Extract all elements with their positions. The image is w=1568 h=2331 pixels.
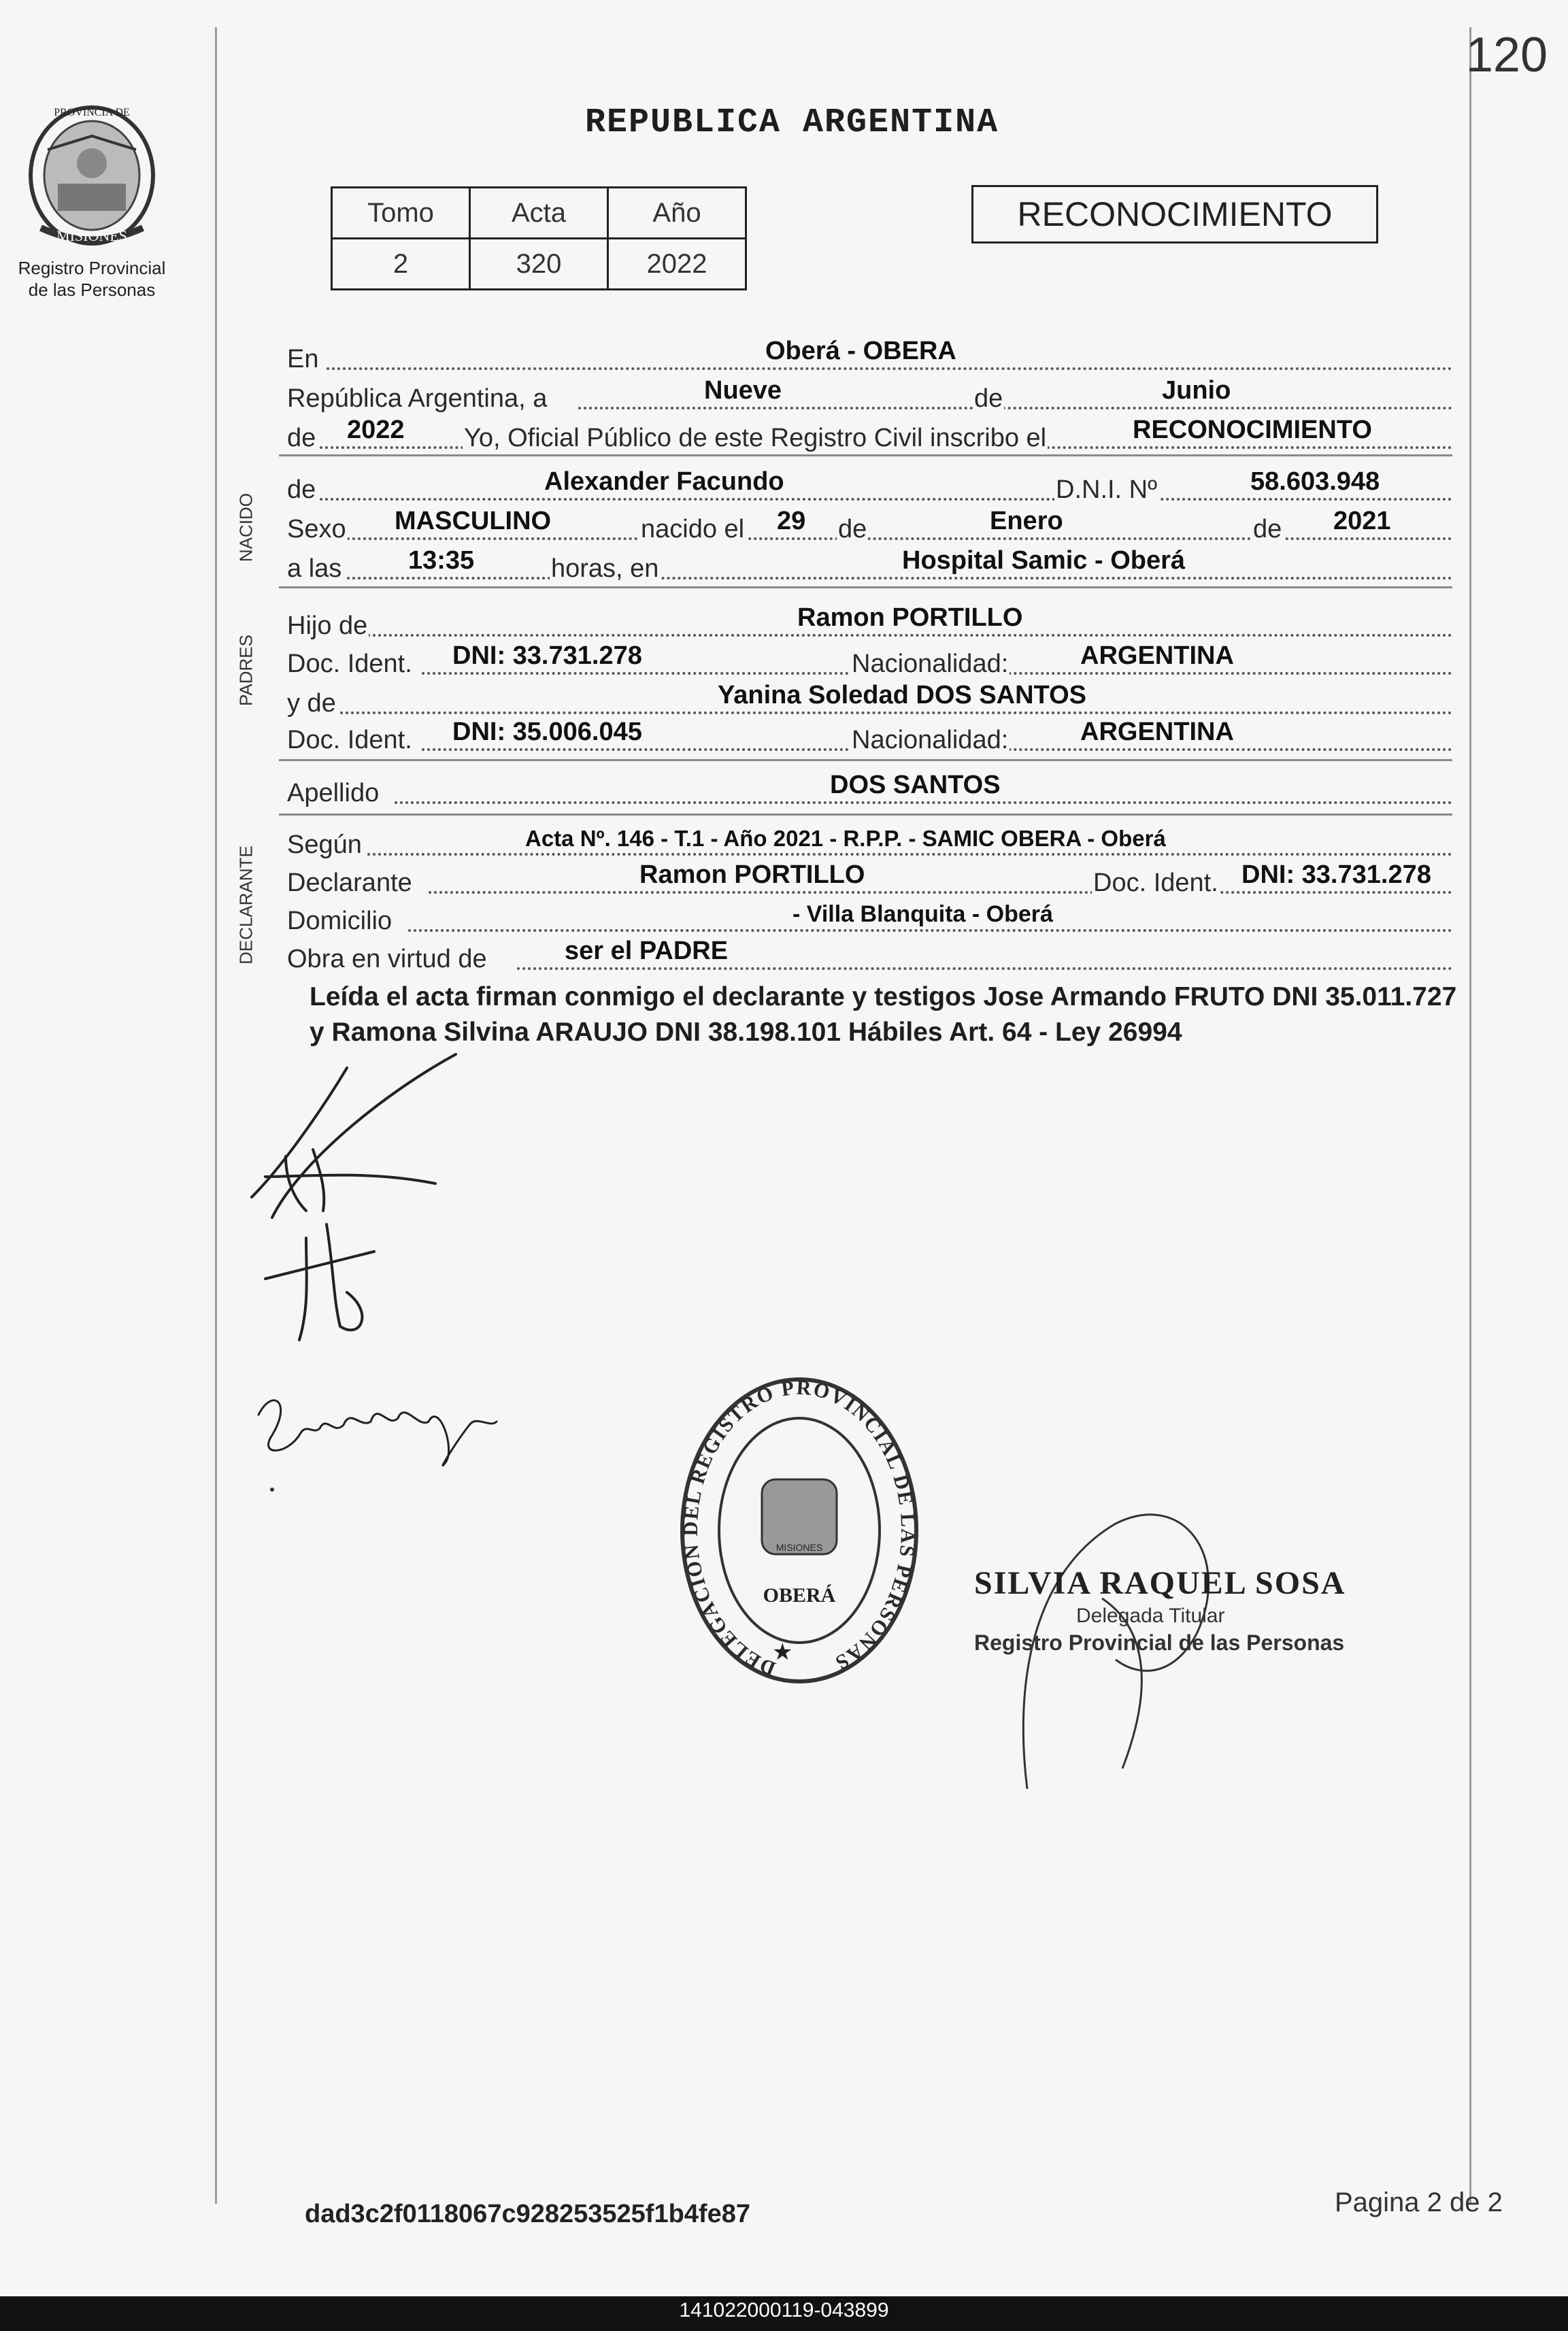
label-y-de: y de	[287, 689, 336, 718]
dotted-line	[320, 498, 1452, 501]
label-horas-en: horas, en	[551, 554, 659, 583]
official-role: Delegada Titular	[1076, 1605, 1225, 1627]
registry-table	[331, 186, 747, 290]
section-separator	[279, 759, 1452, 761]
section-separator	[279, 814, 1452, 816]
label-doc-ident: Doc. Ident.	[287, 650, 412, 678]
value-doc-madre: DNI: 35.006.045	[452, 718, 642, 746]
value-dni: 58.603.948	[1250, 467, 1380, 496]
logo-caption	[0, 257, 184, 301]
row-declarante	[286, 858, 1452, 898]
value-lugar-nacimiento: Hospital Samic - Oberá	[902, 546, 1186, 575]
logo-caption-line2: de las Personas	[28, 280, 156, 300]
value-domicilio: - Villa Blanquita - Oberá	[793, 901, 1053, 927]
side-label-padres: PADRES	[235, 635, 256, 706]
label-de: de	[974, 384, 1003, 413]
value-declarante: Ramon PORTILLO	[639, 860, 865, 889]
closing-statement: Leída el acta firman conmigo el declarante y testigos Jose Armando FRUTO DNI 35.011.727 y Ramona Silvina ARAUJO DNI 38.198.101 Hábiles Art. 64 - Ley 26994	[310, 982, 1457, 1047]
witness-signature-1	[258, 1211, 395, 1347]
value-nacionalidad-padre: ARGENTINA	[1080, 641, 1234, 670]
header-anio: Año	[608, 188, 746, 239]
page-number: 120	[1465, 28, 1548, 82]
label-sexo: Sexo	[287, 515, 346, 543]
dotted-line	[347, 577, 1452, 580]
label-declarante: Declarante	[287, 869, 412, 897]
label-republica: República Argentina, a	[287, 384, 548, 413]
label-doc-ident: Doc. Ident.	[287, 726, 412, 754]
value-padre: Ramon PORTILLO	[797, 603, 1023, 632]
label-a-las: a las	[287, 554, 342, 583]
row-nombre	[286, 465, 1452, 505]
section-separator	[279, 454, 1452, 456]
value-doc-padre: DNI: 33.731.278	[452, 641, 642, 670]
value-anio-inscripcion: 2022	[347, 416, 405, 444]
row-hora	[286, 544, 1452, 584]
value-tipo-acta: RECONOCIMIENTO	[1133, 416, 1372, 444]
row-sexo	[286, 505, 1452, 544]
stamp-center-seal-text: MISIONES	[775, 1542, 823, 1553]
label-hijo-de: Hijo de	[287, 611, 368, 640]
label-dni: D.N.I. Nº	[1056, 475, 1157, 504]
value-nac-mes: Enero	[990, 507, 1063, 535]
header-acta: Acta	[470, 188, 608, 239]
value-mes: Junio	[1162, 376, 1231, 405]
dotted-line	[395, 801, 1452, 804]
side-label-nacido: NACIDO	[235, 492, 256, 563]
value-sexo: MASCULINO	[395, 507, 552, 535]
value-lugar-registro: Oberá - OBERA	[765, 337, 956, 365]
value-dia: Nueve	[704, 376, 782, 405]
page-counter: Pagina 2 de 2	[1335, 2187, 1503, 2217]
row-apellido	[286, 769, 1452, 808]
document-title: REPUBLICA ARGENTINA	[585, 103, 999, 142]
dotted-line	[327, 367, 1452, 370]
dotted-line	[367, 634, 1452, 637]
dotted-line	[347, 537, 1452, 540]
label-de: de	[287, 424, 316, 452]
row-segun	[286, 820, 1452, 860]
value-madre: Yanina Soledad DOS SANTOS	[718, 681, 1086, 709]
dotted-line	[429, 891, 1452, 894]
official-office: Registro Provincial de las Personas	[974, 1630, 1345, 1655]
row-padre	[286, 601, 1452, 641]
value-apellido: DOS SANTOS	[830, 771, 1001, 799]
value-acta: 320	[470, 239, 608, 290]
official-name: SILVIA RAQUEL SOSA	[974, 1565, 1346, 1601]
label-en: En	[287, 345, 319, 373]
seal-text-bottom: MISIONES	[56, 227, 127, 244]
value-obra: ser el PADRE	[565, 937, 729, 965]
label-apellido: Apellido	[287, 779, 380, 807]
left-margin-line	[215, 27, 217, 2204]
label-de: de	[838, 515, 867, 543]
dotted-line	[367, 853, 1452, 856]
value-hora: 13:35	[408, 546, 475, 575]
star-icon: ★	[772, 1639, 793, 1665]
registry-stamp	[673, 1371, 925, 1690]
label-segun: Según	[287, 831, 362, 859]
dotted-line	[517, 967, 1452, 970]
row-madre	[286, 679, 1452, 718]
barcode-number: 141022000119-043899	[679, 2299, 889, 2321]
label-nacido-el: nacido el	[641, 515, 745, 543]
witness-signature-2	[252, 1360, 537, 1496]
row-en	[286, 335, 1452, 374]
row-doc-madre	[286, 716, 1452, 755]
document-hash: dad3c2f0118067c928253525f1b4fe87	[305, 2200, 750, 2228]
label-de: de	[287, 475, 316, 504]
row-fecha	[286, 374, 1452, 414]
value-nombre: Alexander Facundo	[544, 467, 784, 496]
header-tomo: Tomo	[332, 188, 470, 239]
official-block	[974, 1564, 1346, 1656]
dotted-line	[578, 407, 1452, 409]
stamp-center-text: OBERÁ	[763, 1584, 836, 1607]
side-label-declarante: DECLARANTE	[235, 845, 256, 965]
value-segun: Acta Nº. 146 - T.1 - Año 2021 - R.P.P. - SAMIC OBERA - Oberá	[525, 826, 1166, 851]
label-domicilio: Domicilio	[287, 907, 393, 935]
logo-caption-line1: Registro Provincial	[18, 258, 166, 278]
act-type-box: RECONOCIMIENTO	[971, 185, 1378, 244]
section-separator	[279, 586, 1452, 588]
row-inscripcion	[286, 414, 1452, 453]
row-doc-padre	[286, 639, 1452, 679]
label-obra-en-virtud: Obra en virtud de	[287, 945, 487, 973]
label-nacionalidad: Nacionalidad:	[852, 726, 1009, 754]
dotted-line	[340, 711, 1452, 714]
value-tomo: 2	[332, 239, 470, 290]
row-obra	[286, 935, 1452, 974]
value-nac-dia: 29	[777, 507, 806, 535]
label-nacionalidad: Nacionalidad:	[852, 650, 1009, 678]
row-domicilio	[286, 896, 1452, 936]
provincial-seal-logo	[20, 95, 163, 252]
value-nac-anio: 2021	[1333, 507, 1391, 535]
label-doc-ident: Doc. Ident.	[1093, 869, 1218, 897]
seal-text-top: PROVINCIA DE	[54, 107, 130, 118]
declarant-signature	[245, 1047, 469, 1224]
label-de: de	[1253, 515, 1282, 543]
stamp-ring-text: DELEGACION DEL REGISTRO PROVINCIAL DE LAS PERSONAS	[679, 1376, 920, 1680]
value-anio: 2022	[608, 239, 746, 290]
dotted-line	[408, 929, 1452, 932]
value-nacionalidad-madre: ARGENTINA	[1080, 718, 1234, 746]
right-margin-line	[1469, 27, 1471, 2204]
label-inscribo: Yo, Oficial Público de este Registro Civil inscribo el	[464, 424, 1047, 452]
value-doc-declarante: DNI: 33.731.278	[1241, 860, 1431, 889]
